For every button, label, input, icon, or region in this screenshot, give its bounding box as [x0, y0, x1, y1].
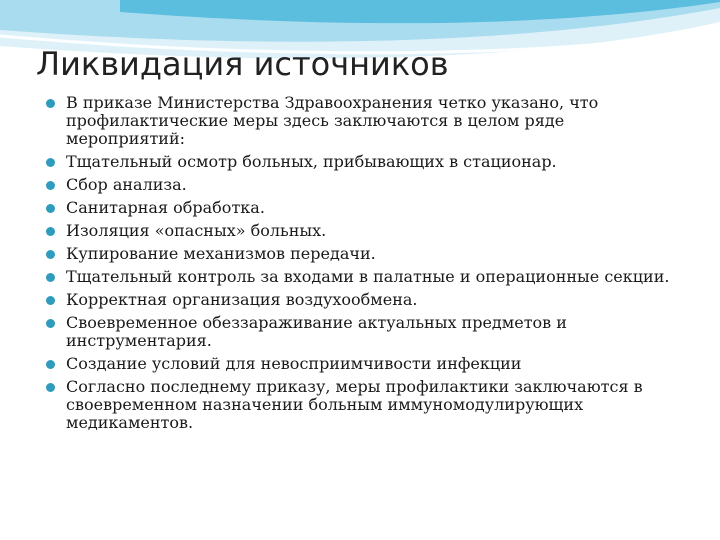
bullet-dot-icon: [46, 158, 55, 167]
list-item-text: Тщательный контроль за входами в палатные и операционные секции.: [66, 267, 670, 286]
list-item-text: Купирование механизмов передачи.: [66, 244, 376, 263]
list-item-text: Тщательный осмотр больных, прибывающих в стационар.: [66, 152, 557, 171]
bullet-dot-icon: [46, 383, 55, 392]
bullet-dot-icon: [46, 181, 55, 190]
list-item-text: В приказе Министерства Здравоохранения четко указано, что профилактические меры здесь заключаются в целом ряде мероприятий:: [66, 93, 599, 148]
slide-title: Ликвидация источников: [36, 45, 449, 83]
bullet-dot-icon: [46, 227, 55, 236]
list-item-text: Корректная организация воздухообмена.: [66, 290, 418, 309]
bullet-dot-icon: [46, 296, 55, 305]
list-item-text: Изоляция «опасных» больных.: [66, 221, 327, 240]
list-item: [44, 94, 684, 148]
list-item-text: Согласно последнему приказу, меры профилактики заключаются в своевременном назначении больным иммуномодулирующих медикаментов.: [66, 377, 643, 432]
bullet-dot-icon: [46, 204, 55, 213]
list-item: [44, 176, 684, 194]
list-item: [44, 268, 684, 286]
list-item: [44, 355, 684, 373]
list-item-text: Санитарная обработка.: [66, 198, 265, 217]
list-item-text: Создание условий для невосприимчивости инфекции: [66, 354, 522, 373]
list-item: [44, 291, 684, 309]
list-item: [44, 222, 684, 240]
list-item: [44, 378, 684, 432]
bullet-dot-icon: [46, 250, 55, 259]
bullet-dot-icon: [46, 319, 55, 328]
list-item: [44, 245, 684, 263]
list-item: [44, 153, 684, 171]
list-item: [44, 199, 684, 217]
list-item-text: Сбор анализа.: [66, 175, 187, 194]
bullet-dot-icon: [46, 360, 55, 369]
list-item-text: Своевременное обеззараживание актуальных предметов и инструментария.: [66, 313, 567, 350]
bullet-list: [44, 94, 684, 437]
bullet-dot-icon: [46, 273, 55, 282]
list-item: [44, 314, 684, 350]
bullet-dot-icon: [46, 99, 55, 108]
